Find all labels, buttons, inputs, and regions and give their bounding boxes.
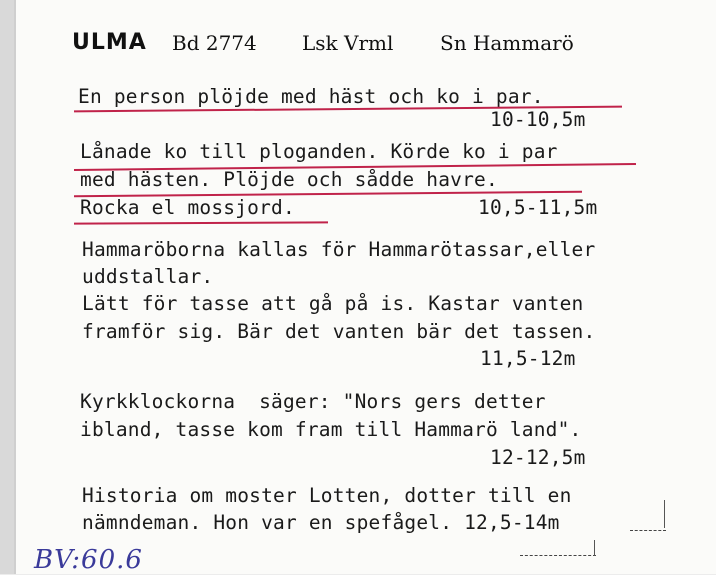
archive-code: ULMA bbox=[72, 30, 147, 55]
text-line: Rocka el mossjord. bbox=[80, 196, 295, 219]
text-line: uddstallar. bbox=[82, 265, 214, 288]
page-range: 10,5-11,5m bbox=[478, 196, 598, 219]
text-line: med hästen. Plöjde och sådde havre. bbox=[80, 168, 498, 191]
scan-edge bbox=[0, 0, 14, 574]
page-range: 11,5-12m bbox=[480, 347, 576, 370]
page-range: 10-10,5m bbox=[490, 108, 586, 131]
stray-mark bbox=[520, 555, 596, 556]
text-line: Lånade ko till ploganden. Körde ko i par bbox=[80, 140, 558, 163]
text-line: framför sig. Bär det vanten bär det tassen. bbox=[82, 320, 596, 343]
handwritten-signature: BV:60.6 bbox=[34, 545, 143, 575]
volume-number: Bd 2774 bbox=[172, 31, 257, 55]
text-line: Lätt för tasse att gå på is. Kastar vanten bbox=[82, 292, 584, 315]
parish-name: Sn Hammarö bbox=[440, 31, 574, 55]
text-line: Hammaröborna kallas för Hammarötassar,eller bbox=[82, 238, 596, 261]
text-line: Kyrkklockorna säger: "Nors gers detter bbox=[80, 390, 546, 413]
text-line: nämndeman. Hon var en spefågel. 12,5-14m bbox=[82, 511, 560, 534]
stray-mark bbox=[594, 540, 595, 556]
page-range: 12-12,5m bbox=[490, 446, 586, 469]
text-line: ibland, tasse kom fram till Hammarö land". bbox=[80, 418, 582, 441]
text-line: En person plöjde med häst och ko i par. bbox=[78, 85, 544, 108]
stray-mark bbox=[664, 500, 665, 528]
stray-mark bbox=[630, 530, 666, 531]
province-code: Lsk Vrml bbox=[302, 31, 394, 55]
text-line: Historia om moster Lotten, dotter till en bbox=[82, 484, 572, 507]
